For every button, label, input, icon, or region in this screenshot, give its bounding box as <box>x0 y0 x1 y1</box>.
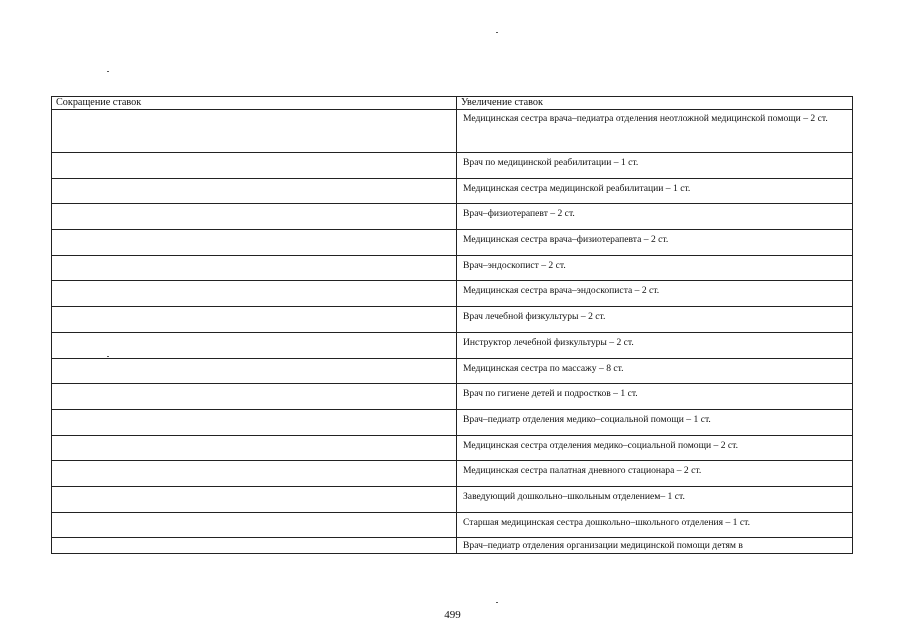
increase-cell: Врач по медицинской реабилитации – 1 ст. <box>457 153 853 179</box>
reduction-cell <box>52 153 457 179</box>
table-row <box>52 307 853 333</box>
reduction-cell <box>52 486 457 512</box>
increase-cell: Медицинская сестра по массажу – 8 ст. <box>457 358 853 384</box>
increase-cell: Врач–педиатр отделения медико–социальной помощи – 1 ст. <box>457 409 853 435</box>
increase-cell: Врач–физиотерапевт – 2 ст. <box>457 204 853 230</box>
reduction-cell <box>52 110 457 153</box>
table-row <box>52 435 853 461</box>
reduction-cell <box>52 512 457 538</box>
scan-speck <box>107 71 109 72</box>
reduction-cell <box>52 435 457 461</box>
increase-cell: Врач–эндоскопист – 2 ст. <box>457 255 853 281</box>
table-row <box>52 358 853 384</box>
increase-cell: Медицинская сестра врача–педиатра отделения неотложной медицинской помощи – 2 ст. <box>457 110 853 153</box>
increase-cell: Инструктор лечебной физкультуры – 2 ст. <box>457 332 853 358</box>
table-row <box>52 178 853 204</box>
table-row <box>52 461 853 487</box>
staffing-changes-table <box>51 96 853 554</box>
scan-speck <box>496 602 498 603</box>
table-row <box>52 255 853 281</box>
table-row <box>52 281 853 307</box>
reduction-cell <box>52 281 457 307</box>
reduction-cell <box>52 255 457 281</box>
increase-cell: Медицинская сестра отделения медико–социальной помощи – 2 ст. <box>457 435 853 461</box>
increase-cell: Заведующий дошкольно–школьным отделением– 1 ст. <box>457 486 853 512</box>
reduction-cell <box>52 307 457 333</box>
table-row <box>52 384 853 410</box>
reduction-cell <box>52 230 457 256</box>
table-row <box>52 204 853 230</box>
page-number: 499 <box>444 609 461 621</box>
reduction-cell <box>52 358 457 384</box>
table-row <box>52 538 853 554</box>
scan-speck <box>496 32 498 33</box>
reduction-cell <box>52 384 457 410</box>
table-header-row <box>52 97 853 110</box>
reduction-cell <box>52 409 457 435</box>
reduction-cell <box>52 178 457 204</box>
table-row <box>52 409 853 435</box>
increase-cell: Медицинская сестра медицинской реабилитации – 1 ст. <box>457 178 853 204</box>
reduction-cell <box>52 204 457 230</box>
table-row <box>52 230 853 256</box>
table-row <box>52 512 853 538</box>
increase-cell: Медицинская сестра врача–эндоскописта – 2 ст. <box>457 281 853 307</box>
table-row <box>52 110 853 153</box>
increase-cell: Врач–педиатр отделения организации медицинской помощи детям в <box>457 538 853 554</box>
reduction-cell <box>52 332 457 358</box>
column-header-reduction: Сокращение ставок <box>52 97 457 110</box>
increase-cell: Врач лечебной физкультуры – 2 ст. <box>457 307 853 333</box>
table-row <box>52 153 853 179</box>
increase-cell: Старшая медицинская сестра дошкольно–школьного отделения – 1 ст. <box>457 512 853 538</box>
table-row <box>52 486 853 512</box>
table-row <box>52 332 853 358</box>
increase-cell: Медицинская сестра палатная дневного стационара – 2 ст. <box>457 461 853 487</box>
column-header-increase: Увеличение ставок <box>457 97 853 110</box>
increase-cell: Медицинская сестра врача–физиотерапевта – 2 ст. <box>457 230 853 256</box>
reduction-cell <box>52 538 457 554</box>
increase-cell: Врач по гигиене детей и подростков – 1 ст. <box>457 384 853 410</box>
reduction-cell <box>52 461 457 487</box>
